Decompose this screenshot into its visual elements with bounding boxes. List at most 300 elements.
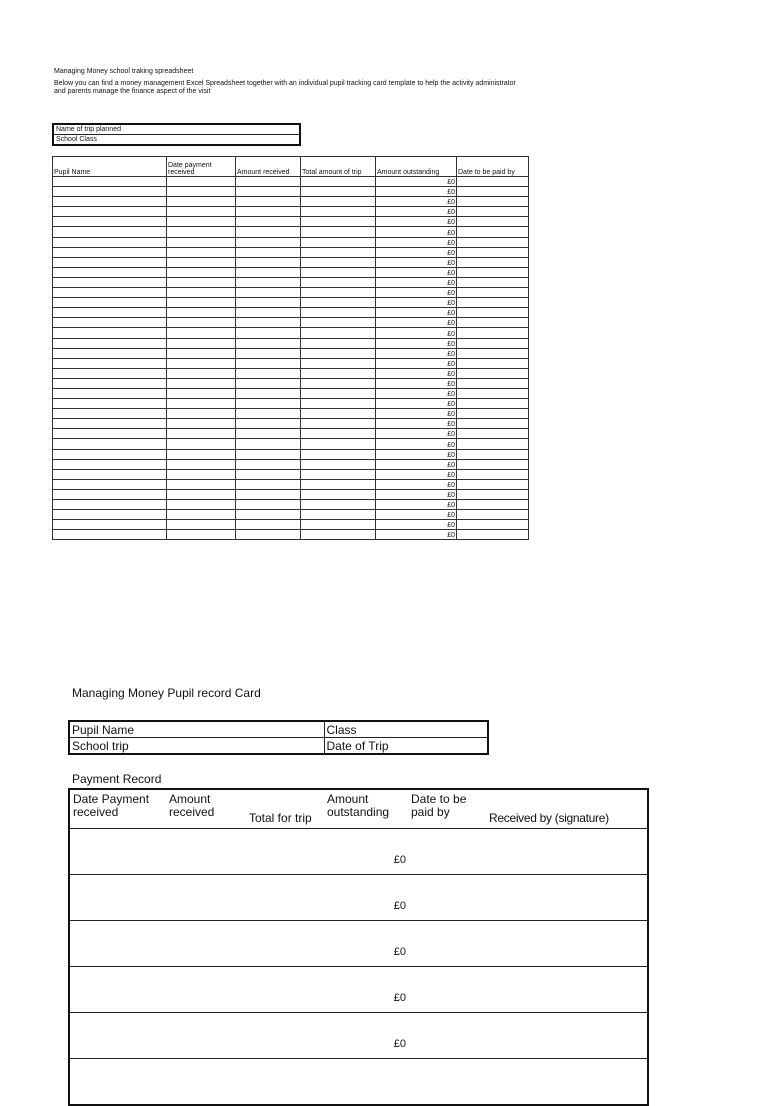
table-cell xyxy=(53,277,167,287)
amount-outstanding-cell: £0 xyxy=(376,469,457,479)
table-cell xyxy=(53,429,167,439)
table-cell xyxy=(457,419,529,429)
amount-outstanding-cell: £0 xyxy=(324,921,408,967)
table-row xyxy=(69,875,648,921)
table-cell xyxy=(236,409,301,419)
table-cell xyxy=(236,500,301,510)
table-cell xyxy=(457,277,529,287)
table-row xyxy=(53,459,529,469)
table-row xyxy=(53,257,529,267)
table-cell xyxy=(167,227,236,237)
table-cell xyxy=(236,520,301,530)
table-row xyxy=(53,449,529,459)
table-cell xyxy=(457,298,529,308)
amount-outstanding-cell: £0 xyxy=(376,449,457,459)
table-cell xyxy=(457,388,529,398)
table-cell xyxy=(236,197,301,207)
payment-record-table xyxy=(68,788,649,1106)
table-row xyxy=(53,308,529,318)
table-cell xyxy=(166,1059,246,1106)
table-cell xyxy=(301,288,376,298)
table-cell xyxy=(246,1059,324,1106)
table-cell xyxy=(69,829,166,875)
table-cell xyxy=(53,177,167,187)
table-row xyxy=(69,1059,648,1106)
amount-outstanding-cell: £0 xyxy=(376,500,457,510)
document-intro: Below you can find a money management Excel Spreadsheet together with an individual pupil tracking card template to help the activity administrator and parents manage the finance aspect of the visit xyxy=(54,80,516,95)
table-cell xyxy=(408,921,486,967)
table-cell xyxy=(53,217,167,227)
table-cell xyxy=(457,267,529,277)
amount-outstanding-cell: £0 xyxy=(376,530,457,540)
table-cell xyxy=(236,177,301,187)
table-cell xyxy=(166,829,246,875)
table-cell xyxy=(167,479,236,489)
table-cell xyxy=(301,217,376,227)
table-cell xyxy=(167,489,236,499)
table-cell xyxy=(167,237,236,247)
table-cell xyxy=(53,449,167,459)
table-cell xyxy=(167,197,236,207)
table-cell xyxy=(301,187,376,197)
table-cell xyxy=(301,500,376,510)
table-row xyxy=(69,829,648,875)
table-cell xyxy=(457,217,529,227)
amount-outstanding-cell: £0 xyxy=(376,277,457,287)
table-cell xyxy=(301,368,376,378)
table-cell xyxy=(301,227,376,237)
table-row xyxy=(53,378,529,388)
table-cell xyxy=(486,1013,648,1059)
table-cell xyxy=(301,510,376,520)
table-cell xyxy=(457,399,529,409)
table-cell xyxy=(167,510,236,520)
table-cell xyxy=(457,257,529,267)
table-cell xyxy=(53,530,167,540)
table-cell xyxy=(167,308,236,318)
table-cell xyxy=(236,237,301,247)
table-cell xyxy=(301,267,376,277)
table-row xyxy=(53,358,529,368)
table-cell xyxy=(236,439,301,449)
table-cell xyxy=(53,338,167,348)
table-row xyxy=(53,237,529,247)
table-cell xyxy=(457,197,529,207)
table-cell xyxy=(236,298,301,308)
amount-outstanding-cell: £0 xyxy=(376,267,457,277)
table-cell xyxy=(486,921,648,967)
table-cell xyxy=(301,399,376,409)
table-cell xyxy=(53,247,167,257)
table-cell xyxy=(53,187,167,197)
amount-outstanding-cell: £0 xyxy=(376,459,457,469)
date-of-trip-label: Date of Trip xyxy=(324,738,488,755)
trip-name-row xyxy=(53,124,300,135)
table-row xyxy=(53,298,529,308)
amount-outstanding-cell: £0 xyxy=(376,489,457,499)
table-cell xyxy=(408,967,486,1013)
payment-header-row xyxy=(69,789,648,829)
table-cell xyxy=(246,875,324,921)
column-header: Amount received xyxy=(166,789,246,829)
amount-outstanding-cell: £0 xyxy=(376,378,457,388)
column-header: Date Payment received xyxy=(69,789,166,829)
table-row xyxy=(53,429,529,439)
table-cell xyxy=(167,288,236,298)
table-row xyxy=(53,247,529,257)
table-cell xyxy=(301,520,376,530)
table-cell xyxy=(53,197,167,207)
table-row xyxy=(53,500,529,510)
table-cell xyxy=(408,1013,486,1059)
table-cell xyxy=(167,449,236,459)
table-cell xyxy=(53,257,167,267)
table-cell xyxy=(53,318,167,328)
table-cell xyxy=(301,409,376,419)
table-cell xyxy=(457,358,529,368)
table-cell xyxy=(408,875,486,921)
table-cell xyxy=(236,338,301,348)
table-cell xyxy=(166,921,246,967)
table-cell xyxy=(457,247,529,257)
table-cell xyxy=(167,328,236,338)
table-cell xyxy=(457,368,529,378)
amount-outstanding-cell: £0 xyxy=(376,439,457,449)
amount-outstanding-cell: £0 xyxy=(376,368,457,378)
table-row xyxy=(53,338,529,348)
table-cell xyxy=(236,530,301,540)
table-cell xyxy=(53,419,167,429)
amount-outstanding-cell: £0 xyxy=(376,429,457,439)
table-row xyxy=(53,177,529,187)
table-cell xyxy=(167,419,236,429)
table-cell xyxy=(53,358,167,368)
table-cell xyxy=(53,237,167,247)
amount-outstanding-cell: £0 xyxy=(376,207,457,217)
tracker-header-row xyxy=(53,157,529,177)
table-cell xyxy=(457,439,529,449)
table-cell xyxy=(457,338,529,348)
table-row xyxy=(53,388,529,398)
payment-body xyxy=(69,829,648,1106)
table-cell xyxy=(301,328,376,338)
amount-outstanding-cell: £0 xyxy=(376,288,457,298)
table-cell xyxy=(236,429,301,439)
table-cell xyxy=(53,348,167,358)
table-row xyxy=(53,267,529,277)
table-cell xyxy=(167,520,236,530)
table-cell xyxy=(246,921,324,967)
amount-outstanding-cell: £0 xyxy=(376,197,457,207)
table-cell xyxy=(166,1013,246,1059)
table-cell xyxy=(301,388,376,398)
table-row xyxy=(53,479,529,489)
school-class-row xyxy=(53,135,300,146)
table-cell xyxy=(167,217,236,227)
tracker-body xyxy=(53,177,529,540)
table-cell xyxy=(53,479,167,489)
table-cell xyxy=(301,469,376,479)
table-cell xyxy=(457,308,529,318)
amount-outstanding-cell: £0 xyxy=(324,875,408,921)
amount-outstanding-cell: £0 xyxy=(376,237,457,247)
table-row xyxy=(53,520,529,530)
column-header: Pupil Name xyxy=(53,157,167,177)
table-row xyxy=(53,409,529,419)
table-cell xyxy=(457,348,529,358)
table-cell xyxy=(236,288,301,298)
trip-name-label: Name of trip planned xyxy=(53,124,300,135)
table-cell xyxy=(457,479,529,489)
table-cell xyxy=(457,459,529,469)
table-cell xyxy=(486,829,648,875)
table-cell xyxy=(457,318,529,328)
table-cell xyxy=(301,378,376,388)
table-cell xyxy=(408,1059,486,1106)
table-row xyxy=(53,277,529,287)
column-header: Date to be paid by xyxy=(408,789,486,829)
table-cell xyxy=(53,368,167,378)
table-row xyxy=(69,967,648,1013)
table-cell xyxy=(301,338,376,348)
table-row xyxy=(69,921,648,967)
table-cell xyxy=(236,378,301,388)
amount-outstanding-cell: £0 xyxy=(324,1013,408,1059)
table-cell xyxy=(167,399,236,409)
amount-outstanding-cell: £0 xyxy=(376,298,457,308)
table-cell xyxy=(167,358,236,368)
table-cell xyxy=(53,500,167,510)
table-cell xyxy=(166,967,246,1013)
column-header: Date payment received xyxy=(167,157,236,177)
table-cell xyxy=(53,399,167,409)
table-cell xyxy=(246,829,324,875)
amount-outstanding-cell: £0 xyxy=(376,187,457,197)
table-cell xyxy=(236,267,301,277)
table-cell xyxy=(301,257,376,267)
pupil-card-info-table xyxy=(68,720,489,755)
table-cell xyxy=(236,227,301,237)
table-cell xyxy=(167,277,236,287)
table-cell xyxy=(236,510,301,520)
table-cell xyxy=(167,530,236,540)
table-cell xyxy=(53,409,167,419)
table-cell xyxy=(53,439,167,449)
table-cell xyxy=(301,247,376,257)
table-cell xyxy=(53,288,167,298)
table-row xyxy=(53,217,529,227)
table-cell xyxy=(486,967,648,1013)
column-header: Total for trip xyxy=(246,789,324,829)
table-cell xyxy=(236,419,301,429)
table-cell xyxy=(167,318,236,328)
table-cell xyxy=(457,207,529,217)
table-cell xyxy=(301,308,376,318)
table-cell xyxy=(69,1059,166,1106)
card-info-row xyxy=(69,738,488,755)
table-cell xyxy=(236,399,301,409)
table-cell xyxy=(69,967,166,1013)
table-cell xyxy=(53,328,167,338)
amount-outstanding-cell: £0 xyxy=(376,348,457,358)
table-cell xyxy=(457,520,529,530)
table-cell xyxy=(236,257,301,267)
table-cell xyxy=(486,1059,648,1106)
table-cell xyxy=(236,348,301,358)
table-cell xyxy=(167,338,236,348)
table-row xyxy=(53,510,529,520)
table-cell xyxy=(301,419,376,429)
table-row xyxy=(53,348,529,358)
table-cell xyxy=(167,348,236,358)
amount-outstanding-cell: £0 xyxy=(376,217,457,227)
table-cell xyxy=(246,967,324,1013)
table-cell xyxy=(246,1013,324,1059)
amount-outstanding-cell: £0 xyxy=(324,967,408,1013)
table-row xyxy=(53,399,529,409)
table-cell xyxy=(69,921,166,967)
amount-outstanding-cell: £0 xyxy=(376,177,457,187)
table-cell xyxy=(167,298,236,308)
table-cell xyxy=(167,429,236,439)
column-header: Amount received xyxy=(236,157,301,177)
table-cell xyxy=(301,439,376,449)
table-cell xyxy=(167,388,236,398)
table-cell xyxy=(301,197,376,207)
table-cell xyxy=(69,875,166,921)
table-row xyxy=(53,187,529,197)
table-cell xyxy=(167,469,236,479)
table-cell xyxy=(236,277,301,287)
table-cell xyxy=(301,530,376,540)
table-cell xyxy=(236,358,301,368)
amount-outstanding-cell: £0 xyxy=(376,318,457,328)
table-cell xyxy=(457,409,529,419)
table-cell xyxy=(457,429,529,439)
table-cell xyxy=(53,459,167,469)
amount-outstanding-cell: £0 xyxy=(376,247,457,257)
table-row xyxy=(53,419,529,429)
table-cell xyxy=(53,510,167,520)
table-cell xyxy=(457,288,529,298)
column-header: Amount outstanding xyxy=(324,789,408,829)
card-info-row xyxy=(69,721,488,738)
table-cell xyxy=(236,489,301,499)
table-cell xyxy=(457,489,529,499)
card-title: Managing Money Pupil record Card xyxy=(72,686,261,700)
tracking-spreadsheet xyxy=(52,156,529,540)
amount-outstanding-cell: £0 xyxy=(376,520,457,530)
table-cell xyxy=(236,308,301,318)
table-cell xyxy=(53,308,167,318)
table-cell xyxy=(167,257,236,267)
amount-outstanding-cell: £0 xyxy=(376,257,457,267)
table-cell xyxy=(457,510,529,520)
table-cell xyxy=(236,459,301,469)
table-row xyxy=(53,489,529,499)
table-cell xyxy=(236,469,301,479)
table-cell xyxy=(53,520,167,530)
table-cell xyxy=(53,227,167,237)
table-cell xyxy=(457,177,529,187)
table-row xyxy=(53,207,529,217)
class-label: Class xyxy=(324,721,488,738)
table-cell xyxy=(457,328,529,338)
table-cell xyxy=(53,207,167,217)
table-cell xyxy=(457,530,529,540)
table-cell xyxy=(236,187,301,197)
table-cell xyxy=(236,388,301,398)
table-cell xyxy=(53,469,167,479)
table-row xyxy=(53,368,529,378)
table-cell xyxy=(457,500,529,510)
table-row xyxy=(53,288,529,298)
table-cell xyxy=(236,368,301,378)
table-cell xyxy=(167,187,236,197)
amount-outstanding-cell: £0 xyxy=(376,227,457,237)
amount-outstanding-cell: £0 xyxy=(376,338,457,348)
table-row xyxy=(53,197,529,207)
table-cell xyxy=(301,237,376,247)
table-cell xyxy=(53,298,167,308)
table-cell xyxy=(53,388,167,398)
table-row xyxy=(53,318,529,328)
amount-outstanding-cell: £0 xyxy=(324,829,408,875)
table-cell xyxy=(301,277,376,287)
table-cell xyxy=(236,449,301,459)
table-cell xyxy=(167,409,236,419)
table-cell xyxy=(408,829,486,875)
table-cell xyxy=(301,429,376,439)
table-cell xyxy=(301,449,376,459)
table-cell xyxy=(457,237,529,247)
table-cell xyxy=(167,267,236,277)
table-cell xyxy=(236,318,301,328)
table-cell xyxy=(457,449,529,459)
table-cell xyxy=(457,187,529,197)
amount-outstanding-cell: £0 xyxy=(376,479,457,489)
table-cell xyxy=(301,177,376,187)
table-cell xyxy=(53,378,167,388)
document-title: Managing Money school traking spreadsheet xyxy=(54,68,194,75)
table-cell xyxy=(167,368,236,378)
column-header: Amount outstanding xyxy=(376,157,457,177)
table-cell xyxy=(167,177,236,187)
table-cell xyxy=(166,875,246,921)
table-cell xyxy=(457,469,529,479)
amount-outstanding-cell: £0 xyxy=(376,419,457,429)
column-header: Date to be paid by xyxy=(457,157,529,177)
table-cell xyxy=(301,318,376,328)
table-cell xyxy=(236,247,301,257)
table-cell xyxy=(236,479,301,489)
amount-outstanding-cell: £0 xyxy=(376,388,457,398)
table-cell xyxy=(301,358,376,368)
table-cell xyxy=(236,328,301,338)
table-cell xyxy=(53,489,167,499)
table-cell xyxy=(301,298,376,308)
amount-outstanding-cell: £0 xyxy=(376,409,457,419)
amount-outstanding-cell: £0 xyxy=(376,358,457,368)
table-cell xyxy=(486,875,648,921)
table-cell xyxy=(236,207,301,217)
school-trip-label: School trip xyxy=(69,738,324,755)
table-cell xyxy=(301,479,376,489)
amount-outstanding-cell xyxy=(324,1059,408,1106)
trip-info-table xyxy=(52,123,301,146)
amount-outstanding-cell: £0 xyxy=(376,510,457,520)
table-row xyxy=(53,469,529,479)
